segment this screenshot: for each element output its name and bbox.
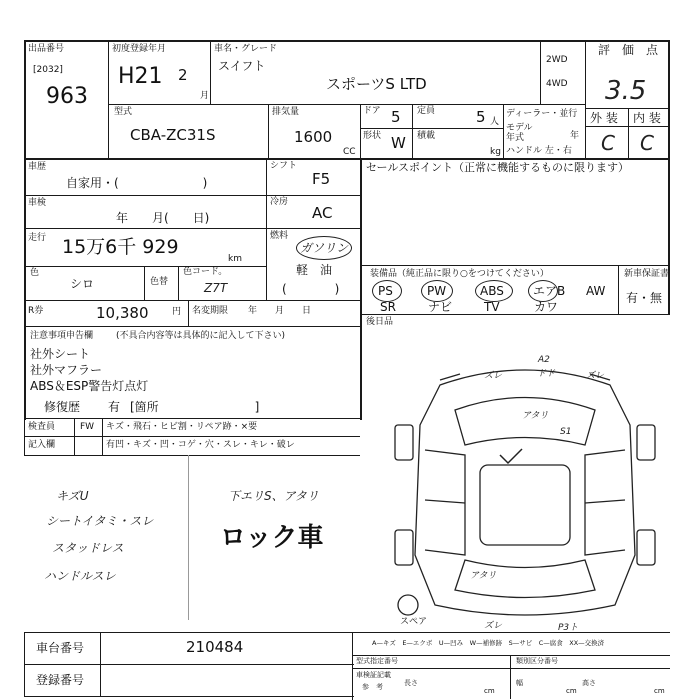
chassis-label: 車台番号 [36,641,85,655]
frame-line [24,195,360,196]
mark-atari-1: アタリ [522,411,549,421]
height-label: 高さ [582,679,596,687]
frame-line [24,696,354,697]
color-change-label: 色替 [150,277,169,287]
note-line-2: 社外マフラー [30,363,103,377]
car-name: スイフト [218,59,266,73]
first-reg-year: H21 [118,64,163,89]
capacity-value: 5 [476,108,486,126]
yen-unit: 円 [172,307,182,317]
mark-sure-1: ズレ [484,371,503,381]
frame-line [668,158,670,315]
notes-title: 注意事項申告欄 [30,331,94,341]
hand-right-top: 下エリS、アタリ [228,489,319,503]
warranty-value: 有・無 [626,291,663,305]
history-value: 自家用・( ) [66,176,208,190]
equip-aw: AW [586,284,606,298]
note-line-3: ABS＆ESP警告灯点灯 [30,379,149,393]
mark-sure-3: ズレ [484,621,503,631]
frame-line [360,104,361,158]
frame-line [540,40,541,104]
shift-value: F5 [312,170,331,188]
hand-left-2: シートイタミ・スレ [46,514,154,528]
shape-value: W [391,134,406,152]
car-diagram [380,355,670,630]
frame-line [24,326,360,327]
warranty-label: 新車保証書 [624,269,670,279]
ac-label: 冷房 [270,197,289,207]
fuel-value: ガソリン [300,241,349,255]
frame-line [24,40,670,42]
color-code-label: 色コード。 [183,267,228,277]
frame-line [352,668,670,669]
fuel-circle [296,236,352,260]
frame-line [412,104,413,158]
transfer-value: 年 月 日 [248,306,312,316]
cert-label: 車検証記載 [356,671,391,679]
frame-line [668,40,670,158]
recycle-value: 10,380 [96,304,149,322]
pw-circle [421,280,453,302]
inspector-label: 検査員 [28,422,56,432]
handle-label: ハンドル 左・右 [506,146,572,156]
width-label: 幅 [516,679,523,687]
cm-unit-1: cm [484,687,495,695]
km-unit: km [228,254,242,264]
equip-pw: PW [427,284,447,298]
equip-navi: ナビ [428,300,453,314]
door-value: 5 [391,108,401,126]
mark-a2: A2 [538,355,550,365]
frame-line [24,158,670,160]
ac-value: AC [312,204,333,222]
sales-point-label: セールスポイント（正常に機能するものに限ります） [366,161,630,174]
first-reg-label: 初度登録年月 [112,44,167,54]
equip-sr: SR [380,300,396,314]
drive-2wd: 2WD [546,55,568,65]
equip-leather: カワ [534,300,559,314]
frame-line [24,632,25,696]
rating-label: 評 価 点 [598,43,659,57]
ref-label: 参 考 [362,683,383,691]
int-label: 内 装 [633,111,661,125]
person-unit: 人 [490,117,500,127]
type-value: CBA-ZC31S [130,126,216,144]
inspection-label: 車検 [28,198,47,208]
airbag-circle [528,280,558,302]
recycle-label: R券 [28,306,44,316]
frame-line [24,300,360,301]
color-value: シロ [70,277,95,291]
frame-line [24,228,360,229]
frame-line [210,40,211,104]
equip-airbag: エアB [533,284,566,298]
frame-line [108,40,109,160]
frame-line [100,632,101,696]
int-value: C [640,131,654,155]
mark-door-top: ドド [537,369,556,379]
frame-line [352,655,670,656]
mileage-label: 走行 [28,233,47,243]
lot-label: 出品番号 [28,44,65,54]
hand-left-3: スタッドレス [52,541,124,555]
frame-line [510,655,511,699]
ext-label: 外 装 [590,111,618,125]
dealer-label: ディーラー・並行 [506,109,578,119]
frame-line [24,266,266,267]
mark-s1: S1 [560,427,572,437]
frame-line [108,104,586,105]
equip-tv: TV [484,300,500,314]
frame-line [360,128,504,129]
frame-line [618,265,619,315]
frame-line [24,40,26,420]
inspection-value: 年 月( 日) [116,211,210,225]
mileage-value: 15万6千 929 [62,236,179,258]
type-label: 型式 [114,107,133,117]
category-label: 類別区分番号 [516,657,558,665]
mark-atari-2: アタリ [470,571,497,581]
frame-line [102,418,103,455]
equip-ps: PS [378,284,393,298]
frame-line [503,104,504,158]
abs-circle [475,280,513,302]
repair-label: 修復歴 [44,400,81,414]
fuel-label: 燃料 [270,231,289,241]
first-reg-month: 2 [178,66,188,84]
shift-label: シフト [270,161,298,171]
frame-line [24,664,354,665]
kg-unit: kg [490,147,501,157]
transfer-label: 名変期限 [192,306,229,316]
cm-unit-2: cm [566,687,577,695]
frame-line [24,418,25,455]
load-label: 積載 [417,131,436,141]
frame-line [585,40,586,160]
equipment-label: 装備品（純正品に限り○をつけてください） [370,269,549,279]
frame-line [24,455,360,456]
frame-line [360,265,670,266]
capacity-label: 定員 [417,106,436,116]
type-designation-label: 型式指定番号 [356,657,398,665]
door-label: ドア [363,106,381,116]
lot-number: 963 [46,84,88,109]
frame-line [188,455,189,620]
entry-label: 記入欄 [28,440,56,450]
year-unit: 年 [570,131,580,141]
repair-value: 有 [108,400,121,414]
note-line-1: 社外シート [30,347,91,361]
repair-bracket: [箇所 ] [130,400,260,414]
fuel-alt: 軽 油 [296,263,333,277]
lock-text: ロック車 [220,523,324,553]
color-code-value: Z7T [204,281,228,295]
ps-circle [372,280,402,302]
mark-spare: スペア [400,617,428,627]
model-year-label: モデル 年式 [506,123,533,143]
rear-label: 後日品 [366,317,394,327]
cc-unit: CC [343,147,356,157]
chassis-value: 210484 [186,638,244,656]
history-label: 車歴 [28,162,47,172]
legend-2: 有凹・キズ・凹・コゲ・穴・スレ・キレ・破レ [106,440,295,450]
frame-line [188,300,189,326]
frame-line [268,104,269,158]
notes-subtitle: (不具合内容等は具体的に記入して下さい) [116,331,286,341]
frame-line [178,266,179,300]
ext-value: C [601,131,615,155]
frame-line [352,632,353,700]
lot-sub: [2032] [33,65,63,75]
frame-line [266,158,267,300]
model-label: 車名・グレード [214,44,278,54]
inspector-value: FW [80,422,95,432]
reg-label: 登録番号 [36,673,85,687]
mark-p3t: P3ト [558,623,579,633]
displacement-value: 1600 [294,128,333,146]
drive-4wd: 4WD [546,79,568,89]
hand-left-4: ハンドルスレ [44,569,116,583]
color-label: 色 [30,268,40,278]
legend-1: キズ・飛石・ヒビ割・リペア跡・×要 [106,422,258,432]
hand-left-1: キズU [56,489,89,503]
frame-line [74,418,75,455]
equip-abs: ABS [480,284,504,298]
shape-label: 形状 [363,131,382,141]
month-unit: 月 [200,91,210,101]
grade: スポーツS LTD [326,75,427,93]
fuel-paren: ( ) [282,282,340,296]
mark-sure-2: ズレ [586,371,605,381]
length-label: 長さ [404,679,418,687]
displacement-label: 排気量 [272,107,300,117]
frame-line [360,158,362,420]
frame-line [144,266,145,300]
frame-line [628,108,629,160]
rating-value: 3.5 [605,76,647,106]
cm-unit-3: cm [654,687,665,695]
footer-legend: A—キズ E—エクボ U—凹み W—補修跡 S—サビ C—腐食 XX—交換済 [372,639,605,647]
frame-line [360,314,670,315]
